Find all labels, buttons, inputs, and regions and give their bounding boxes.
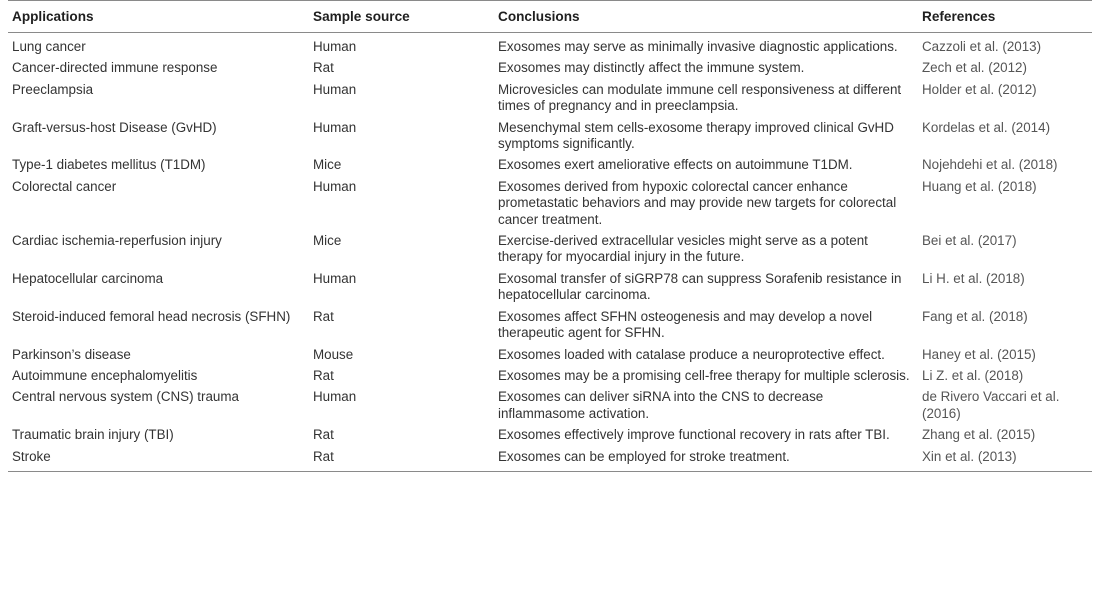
table-row — [8, 154, 1092, 175]
table-row — [8, 365, 1092, 386]
cell-source: Rat — [313, 308, 334, 324]
table-row — [8, 230, 1092, 268]
cell-application: Type-1 diabetes mellitus (T1DM) — [12, 157, 206, 173]
cell-source: Human — [313, 389, 357, 405]
cell-application: Lung cancer — [12, 39, 86, 54]
cell-reference: Huang et al. (2018) — [922, 178, 1037, 194]
cell-reference: Haney et al. (2015) — [922, 346, 1036, 362]
cell-application: Colorectal cancer — [12, 178, 117, 194]
table-row — [8, 57, 1092, 78]
cell-source: Rat — [309, 446, 494, 472]
cell-reference: Zhang et al. (2015) — [922, 427, 1036, 443]
table-row — [8, 33, 1092, 58]
cell-source: Mice — [313, 233, 342, 249]
table-row — [8, 268, 1092, 306]
header-row — [8, 1, 1092, 33]
table-header — [8, 1, 1092, 33]
header-sample-source: Sample source — [309, 1, 494, 33]
cell-conclusion: Exosomes loaded with catalase produce a neuroprotective effect. — [498, 346, 885, 362]
cell-source: Rat — [313, 427, 334, 443]
cell-conclusion: Exosomal transfer of siGRP78 can suppress Sorafenib resistance in hepatocellular carcinoma. — [498, 270, 902, 303]
table-row — [8, 176, 1092, 230]
cell-conclusion: Exosomes can be employed for stroke treatment. — [494, 446, 918, 472]
cell-conclusion: Exosomes effectively improve functional recovery in rats after TBI. — [498, 427, 890, 443]
cell-application: Central nervous system (CNS) trauma — [12, 389, 239, 405]
cell-conclusion: Exosomes derived from hypoxic colorectal cancer enhance prometastatic behaviors and may provide new targets for colorectal cancer treatment. — [498, 178, 897, 227]
header-conclusions: Conclusions — [494, 1, 918, 33]
cell-reference: Fang et al. (2018) — [922, 308, 1028, 324]
cell-application: Cardiac ischemia-reperfusion injury — [12, 233, 222, 249]
table-row — [8, 386, 1092, 424]
cell-reference: Xin et al. (2013) — [918, 446, 1092, 472]
cell-application: Stroke — [8, 446, 309, 472]
table-row — [8, 79, 1092, 117]
cell-conclusion: Exosomes can deliver siRNA into the CNS to decrease inflammasome activation. — [498, 389, 824, 421]
cell-reference: Nojehdehi et al. (2018) — [922, 157, 1058, 173]
cell-source: Mice — [313, 157, 342, 173]
cell-conclusion: Exercise-derived extracellular vesicles might serve as a potent therapy for myocardial injury in the future. — [498, 233, 868, 265]
cell-reference: de Rivero Vaccari et al. (2016) — [922, 389, 1060, 421]
cell-application: Autoimmune encephalomyelitis — [12, 367, 198, 383]
cell-reference: Holder et al. (2012) — [922, 81, 1037, 97]
table-row — [8, 344, 1092, 365]
cell-reference: Li Z. et al. (2018) — [922, 367, 1024, 383]
cell-source: Rat — [313, 60, 334, 76]
cell-reference: Li H. et al. (2018) — [922, 270, 1025, 286]
table-row — [8, 424, 1092, 445]
cell-conclusion: Mesenchymal stem cells-exosome therapy improved clinical GvHD symptoms significantly. — [498, 119, 894, 152]
cell-source: Human — [313, 178, 357, 194]
cell-reference: Zech et al. (2012) — [922, 60, 1027, 76]
cell-reference: Kordelas et al. (2014) — [922, 119, 1051, 135]
cell-application: Cancer-directed immune response — [12, 60, 218, 76]
cell-conclusion: Exosomes may distinctly affect the immune system. — [498, 60, 805, 76]
header-references: References — [918, 1, 1092, 33]
cell-reference: Cazzoli et al. (2013) — [922, 39, 1042, 54]
table-row — [8, 117, 1092, 155]
table-row — [8, 446, 1092, 472]
cell-conclusion: Microvesicles can modulate immune cell responsiveness at different times of pregnancy and in preeclampsia. — [498, 81, 902, 114]
cell-source: Rat — [313, 367, 334, 383]
cell-conclusion: Exosomes affect SFHN osteogenesis and may develop a novel therapeutic agent for SFHN. — [498, 308, 873, 341]
cell-conclusion: Exosomes may serve as minimally invasive diagnostic applications. — [498, 39, 898, 54]
cell-application: Hepatocellular carcinoma — [12, 270, 164, 286]
cell-reference: Bei et al. (2017) — [922, 233, 1017, 249]
cell-application: Parkinson’s disease — [12, 346, 131, 362]
table-body — [8, 33, 1092, 472]
cell-conclusion: Exosomes may be a promising cell-free therapy for multiple sclerosis. — [498, 367, 910, 383]
applications-table — [8, 0, 1092, 472]
cell-application: Steroid-induced femoral head necrosis (SFHN) — [12, 308, 291, 324]
cell-source: Human — [313, 119, 357, 135]
cell-application: Graft-versus-host Disease (GvHD) — [12, 119, 217, 135]
cell-source: Human — [313, 270, 357, 286]
cell-application: Preeclampsia — [12, 81, 94, 97]
cell-source: Human — [313, 39, 357, 54]
table-row — [8, 306, 1092, 344]
cell-conclusion: Exosomes exert ameliorative effects on autoimmune T1DM. — [498, 157, 853, 173]
cell-source: Human — [313, 81, 357, 97]
cell-application: Traumatic brain injury (TBI) — [12, 427, 174, 443]
cell-source: Mouse — [313, 346, 354, 362]
header-applications: Applications — [8, 1, 309, 33]
